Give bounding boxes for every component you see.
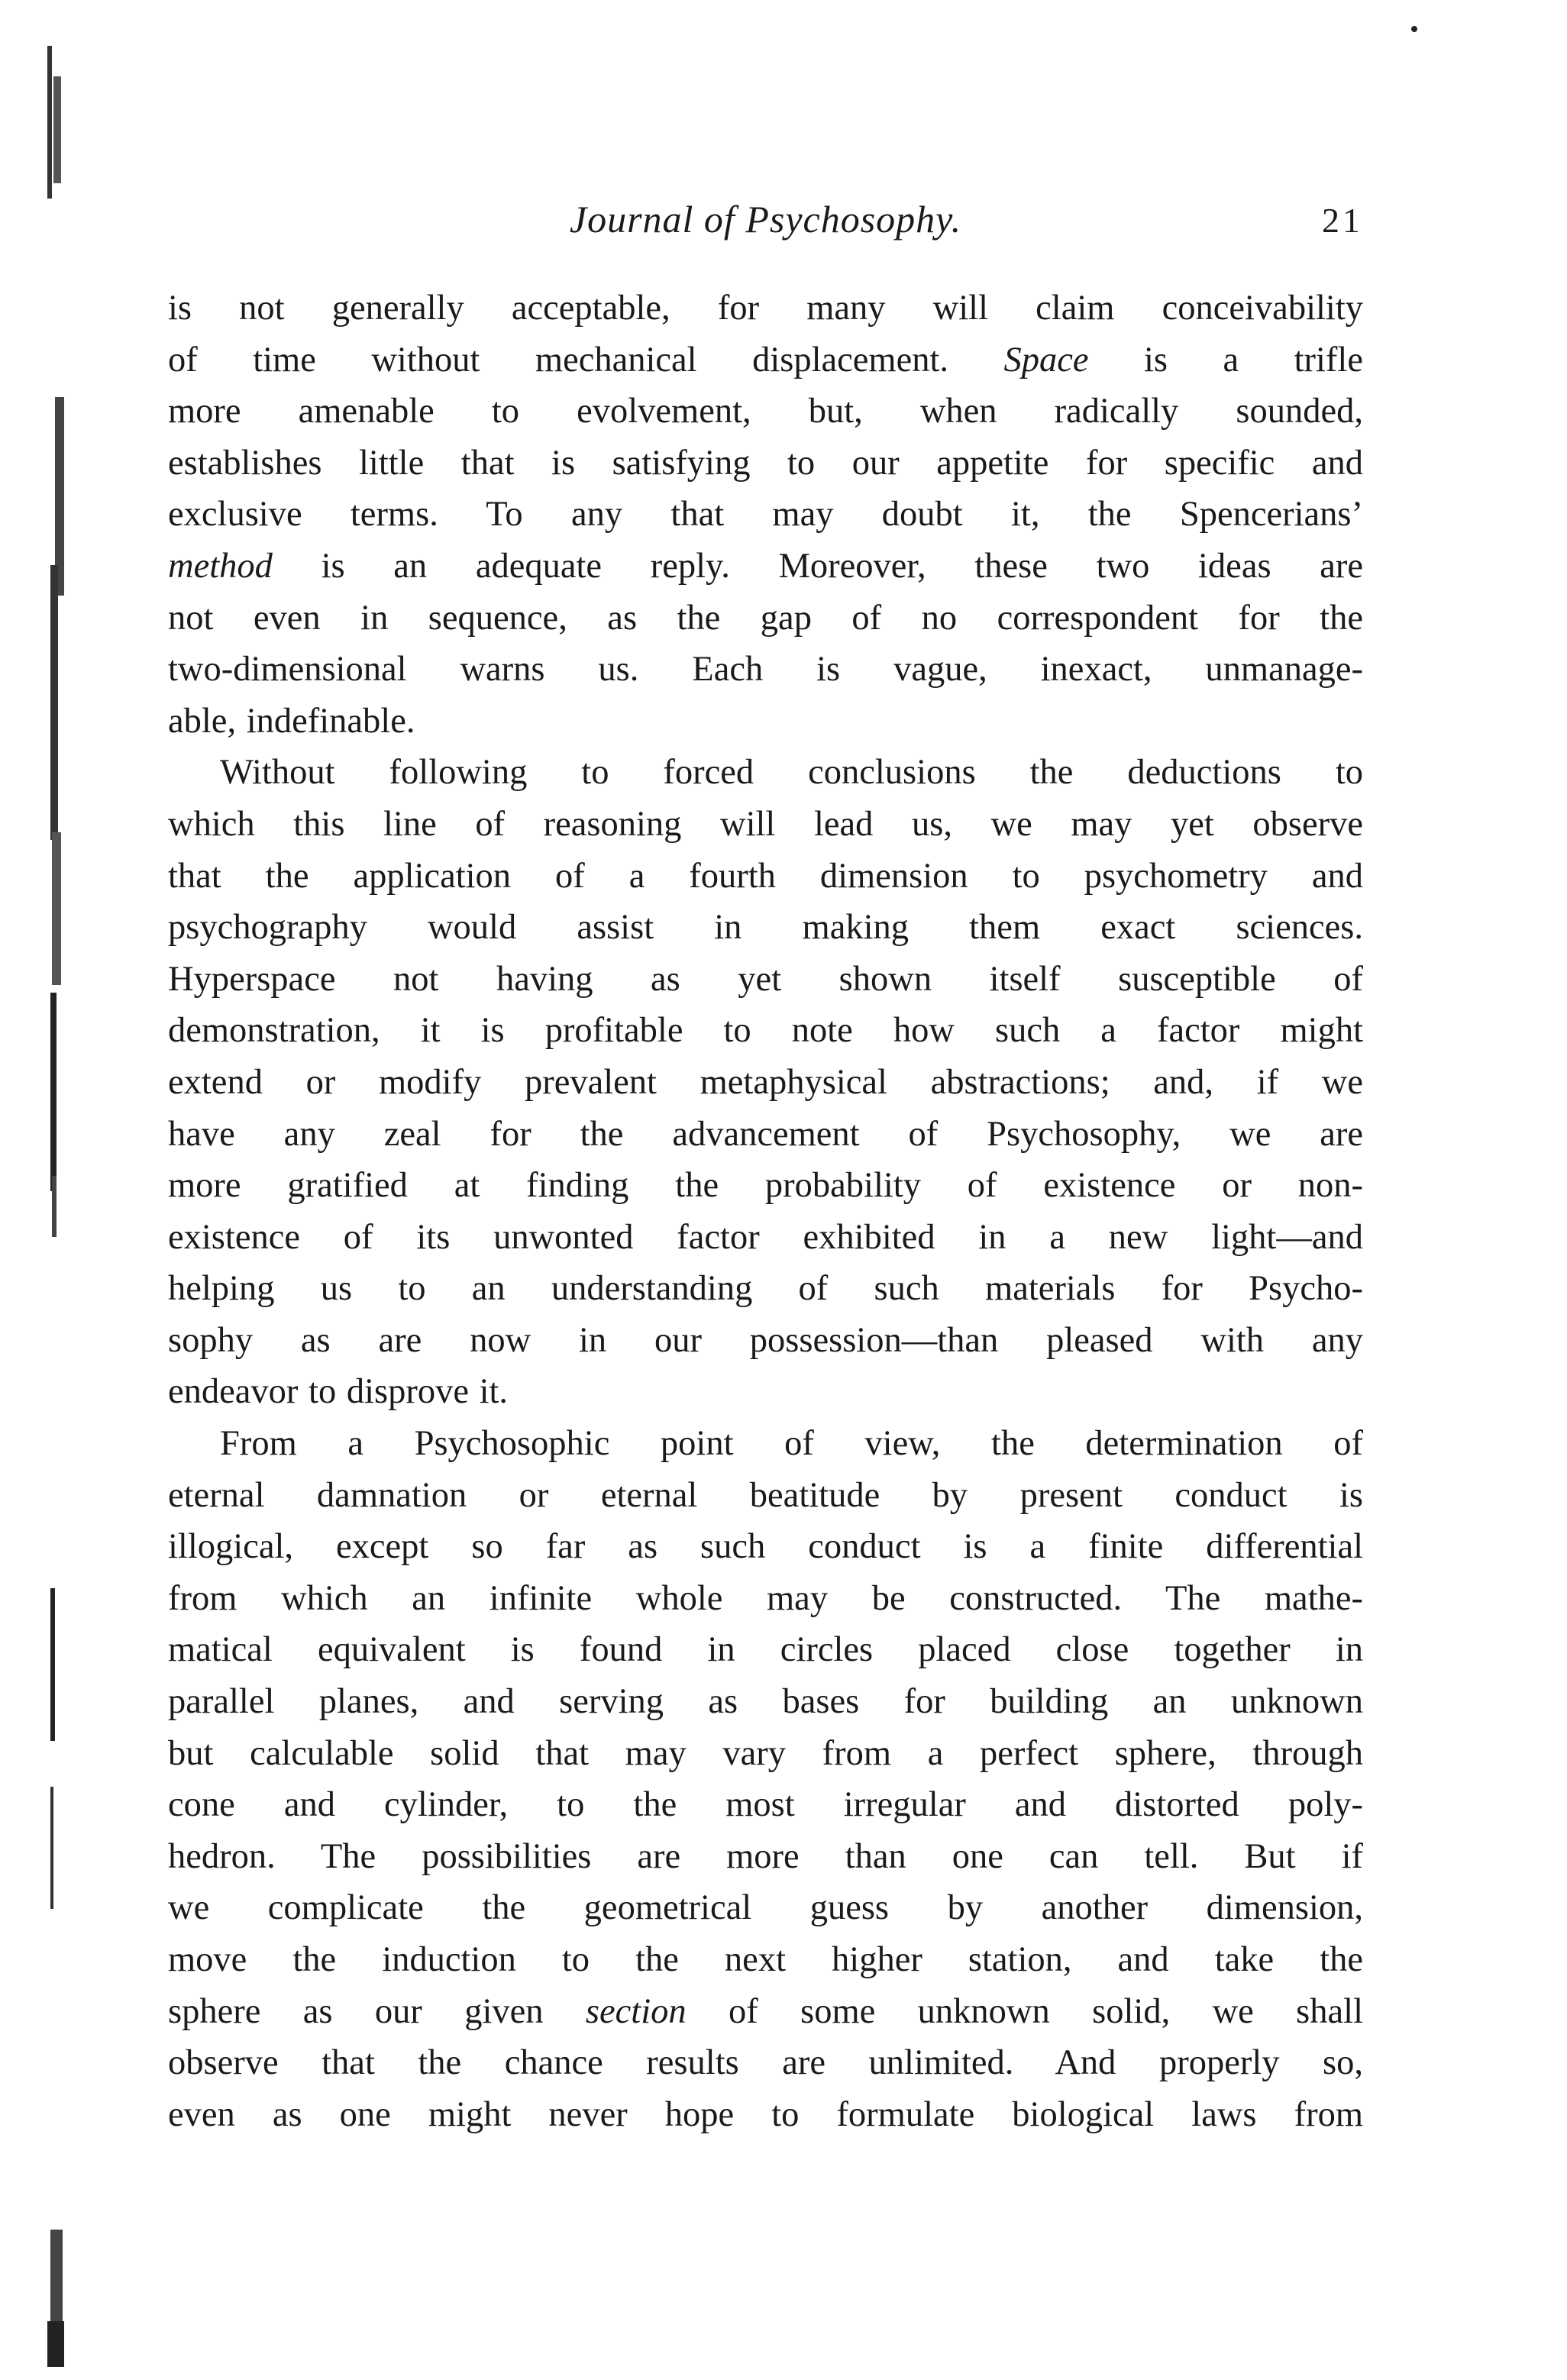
text-line: helping us to an understanding of such materials for Psycho- bbox=[168, 1269, 1363, 1309]
text-line: two-dimensional warns us. Each is vague, inexact, unmanage- bbox=[168, 650, 1363, 689]
text-line: endeavor to disprove it. bbox=[168, 1372, 509, 1412]
text-line: that the application of a fourth dimension to psychometry and bbox=[168, 856, 1363, 896]
text-line: eternal damnation or eternal beatitude by present conduct is bbox=[168, 1475, 1363, 1515]
body-text bbox=[168, 283, 1363, 2140]
text-line: from which an infinite whole may be constructed. The mathe- bbox=[168, 1578, 1363, 1618]
text-line: parallel planes, and serving as bases for building an unknown bbox=[168, 1682, 1363, 1722]
text-line: method is an adequate reply. Moreover, these two ideas are bbox=[168, 546, 1363, 586]
text-line: which this line of reasoning will lead us, we may yet observe bbox=[168, 804, 1363, 844]
text-line: even as one might never hope to formulate biological laws from bbox=[168, 2094, 1363, 2134]
text-line: cone and cylinder, to the most irregular and distorted poly- bbox=[168, 1785, 1363, 1825]
text-line: is not generally acceptable, for many will claim conceivability bbox=[168, 289, 1363, 328]
text-line: sphere as our given section of some unknown solid, we shall bbox=[168, 1991, 1364, 2031]
page-number: 21 bbox=[1322, 201, 1363, 240]
text-line: psychography would assist in making them exact sciences. bbox=[168, 908, 1363, 948]
text-line: have any zeal for the advancement of Psychosophy, we are bbox=[168, 1114, 1363, 1154]
text-line: matical equivalent is found in circles placed close together in bbox=[168, 1630, 1363, 1670]
text-line: Without following to forced conclusions the deductions to bbox=[220, 753, 1363, 793]
text-line: establishes little that is satisfying to our appetite for specific and bbox=[168, 443, 1363, 483]
text-line: more amenable to evolvement, but, when radically sounded, bbox=[168, 392, 1363, 431]
text-line: we complicate the geometrical guess by another dimension, bbox=[168, 1888, 1363, 1928]
text-line: extend or modify prevalent metaphysical abstractions; and, if we bbox=[168, 1062, 1363, 1102]
text-line: exclusive terms. To any that may doubt it, the Spencerians’ bbox=[168, 495, 1363, 534]
text-line: hedron. The possibilities are more than one can tell. But if bbox=[168, 1836, 1363, 1876]
text-line: illogical, except so far as such conduct is a finite differential bbox=[168, 1527, 1363, 1567]
italic-word: section bbox=[585, 1991, 687, 2031]
text-line: existence of its unwonted factor exhibited in a new light—and bbox=[168, 1217, 1363, 1257]
text-line: not even in sequence, as the gap of no correspondent for the bbox=[168, 598, 1363, 638]
text-line: demonstration, it is profitable to note how such a factor might bbox=[168, 1011, 1363, 1051]
binding-edge-artifact bbox=[47, 31, 108, 2367]
text-line: observe that the chance results are unlimited. And properly so, bbox=[168, 2043, 1363, 2083]
page-header bbox=[168, 197, 1363, 258]
text-line: more gratified at finding the probability of existence or non- bbox=[168, 1166, 1363, 1206]
running-title: Journal of Psychosophy. bbox=[569, 198, 962, 241]
text-line: From a Psychosophic point of view, the determination of bbox=[220, 1424, 1363, 1464]
text-line: but calculable solid that may vary from a perfect sphere, through bbox=[168, 1733, 1363, 1773]
text-line: Hyperspace not having as yet shown itself susceptible of bbox=[168, 959, 1363, 999]
text-line: of time without mechanical displacement. Space is a trifle bbox=[168, 340, 1363, 379]
scan-speck bbox=[1411, 26, 1417, 32]
text-line: sophy as are now in our possession—than pleased with any bbox=[168, 1320, 1363, 1360]
text-line: able, indefinable. bbox=[168, 701, 415, 741]
italic-word: method bbox=[168, 546, 273, 586]
text-line: move the induction to the next higher station, and take the bbox=[168, 1940, 1363, 1979]
italic-word: Space bbox=[1003, 340, 1089, 379]
